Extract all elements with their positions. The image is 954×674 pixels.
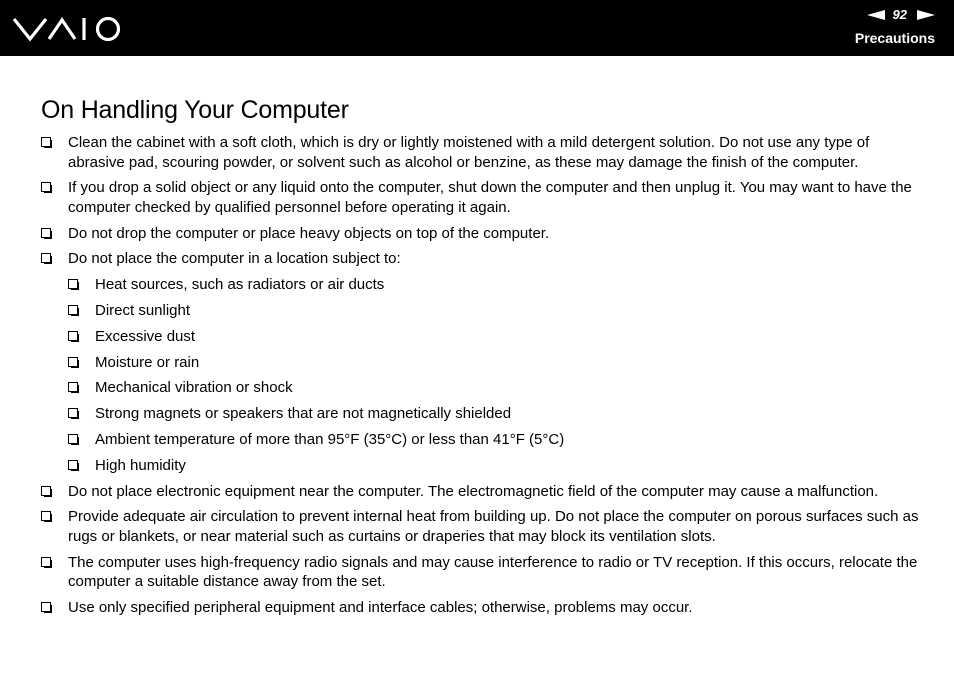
sub-list-item xyxy=(68,404,921,424)
checkbox-bullet-icon xyxy=(41,182,51,192)
sub-list-item xyxy=(68,275,921,295)
sub-list-item xyxy=(68,430,921,450)
page-number: 92 xyxy=(892,7,907,22)
previous-page-arrow-icon[interactable] xyxy=(867,10,885,20)
vaio-logo xyxy=(13,15,121,43)
checkbox-bullet-icon xyxy=(41,253,51,263)
section-title: Precautions xyxy=(854,30,935,46)
sub-list-item-text: Moisture or rain xyxy=(95,353,200,371)
checkbox-bullet-icon xyxy=(41,511,51,521)
list-item-text: Do not drop the computer or place heavy objects on top of the computer. xyxy=(68,224,550,242)
page-title: On Handling Your Computer xyxy=(41,96,349,124)
checkbox-bullet-icon xyxy=(68,434,78,444)
list-item xyxy=(41,133,921,172)
checkbox-bullet-icon xyxy=(41,602,51,612)
list-item xyxy=(41,598,921,618)
sub-list-item xyxy=(68,327,921,347)
list-item-text: Provide adequate air circulation to prevent internal heat from building up. Do not place the computer on porous surfaces such as rugs or blankets, or near material such as curtains or draperies that may block its ventilation slots. xyxy=(68,508,919,545)
location-conditions-sublist xyxy=(68,275,921,475)
sub-list-item xyxy=(68,378,921,398)
list-item-text: If you drop a solid object or any liquid onto the computer, shut down the computer and then unplug it. You may want to have the computer checked by qualified personnel before operating it again. xyxy=(68,179,912,216)
checkbox-bullet-icon xyxy=(68,279,78,289)
checkbox-bullet-icon xyxy=(41,557,51,567)
list-item-text: The computer uses high-frequency radio signals and may cause interference to radio or TV reception. If this occurs, relocate the computer a suitable distance away from the set. xyxy=(68,553,918,591)
sub-list-item-text: Ambient temperature of more than 95°F (35°C) or less than 41°F (5°C) xyxy=(95,430,565,448)
sub-list-item-text: Direct sunlight xyxy=(95,301,191,319)
checkbox-bullet-icon xyxy=(68,382,78,392)
checkbox-bullet-icon xyxy=(41,228,51,238)
sub-list-item-text: Excessive dust xyxy=(95,327,196,345)
next-page-arrow-icon[interactable] xyxy=(917,10,935,20)
list-item xyxy=(41,224,921,244)
list-item xyxy=(41,249,921,475)
checkbox-bullet-icon xyxy=(68,305,78,315)
list-item xyxy=(41,553,921,592)
list-item xyxy=(41,178,921,217)
checkbox-bullet-icon xyxy=(68,460,78,470)
list-item-text: Do not place electronic equipment near the computer. The electromagnetic field of the computer may cause a malfunction. xyxy=(68,482,879,500)
sub-list-item xyxy=(68,456,921,476)
sub-list-item-text: Strong magnets or speakers that are not magnetically shielded xyxy=(95,405,512,423)
checkbox-bullet-icon xyxy=(41,486,51,496)
page-navigation xyxy=(867,7,935,23)
list-item xyxy=(41,507,921,546)
sub-list-item-text: Mechanical vibration or shock xyxy=(95,379,293,397)
checkbox-bullet-icon xyxy=(41,137,51,147)
page-header xyxy=(0,0,954,56)
list-item-text: Do not place the computer in a location subject to: xyxy=(68,250,401,268)
list-item-text: Clean the cabinet with a soft cloth, which is dry or lightly moistened with a mild detergent solution. Do not use any type of abrasive pad, scouring powder, or solvent such as alcohol or benzine, as these may damage the finish of the computer. xyxy=(68,134,870,171)
sub-list-item-text: Heat sources, such as radiators or air ducts xyxy=(95,276,385,294)
sub-list-item-text: High humidity xyxy=(95,456,186,474)
precautions-list xyxy=(41,133,921,624)
list-item xyxy=(41,482,921,502)
checkbox-bullet-icon xyxy=(68,331,78,341)
sub-list-item xyxy=(68,301,921,321)
checkbox-bullet-icon xyxy=(68,408,78,418)
sub-list-item xyxy=(68,353,921,373)
checkbox-bullet-icon xyxy=(68,357,78,367)
list-item-text: Use only specified peripheral equipment and interface cables; otherwise, problems may occur. xyxy=(68,598,693,616)
